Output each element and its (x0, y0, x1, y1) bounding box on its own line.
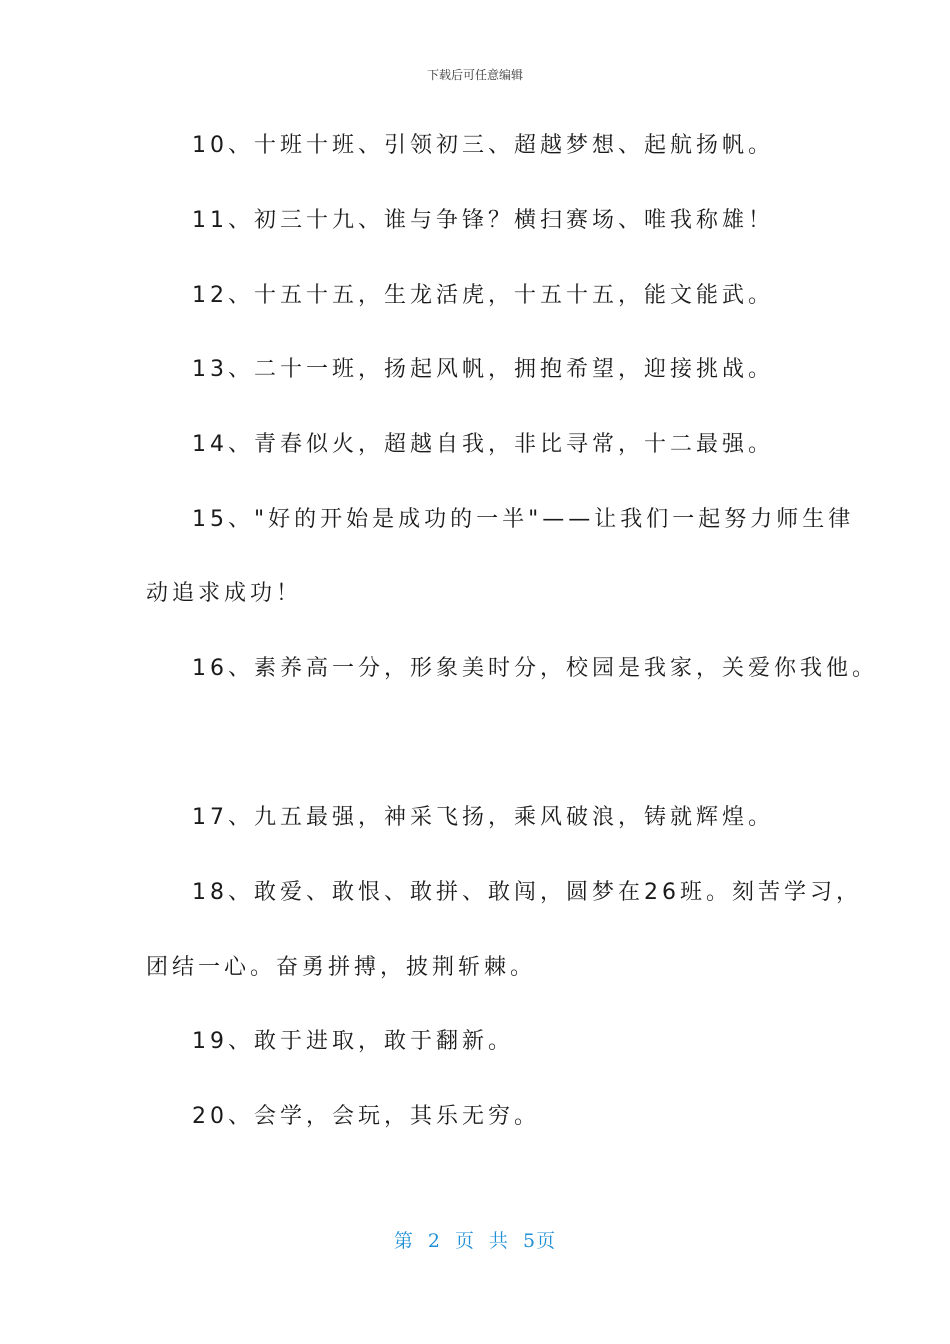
footer-word-di: 第 (393, 1230, 414, 1252)
page-number-footer (0, 1226, 950, 1253)
slogan-line-15-continued: 动追求成功！ (146, 581, 303, 606)
slogan-line-13: 13、二十一班，扬起风帆，拥抱希望，迎接挑战。 (192, 357, 774, 382)
slogan-line-11: 11、初三十九、谁与争锋？横扫赛场、唯我称雄！ (192, 208, 774, 233)
page-header-note: 下载后可任意编辑 (426, 68, 523, 82)
slogan-line-10: 10、十班十班、引领初三、超越梦想、起航扬帆。 (192, 133, 774, 158)
slogan-line-20: 20、会学，会玩，其乐无穷。 (192, 1104, 540, 1129)
slogan-line-17: 17、九五最强，神采飞扬，乘风破浪，铸就辉煌。 (192, 805, 774, 830)
slogan-line-15: 15、"好的开始是成功的一半"——让我们一起努力师生律 (192, 507, 855, 532)
slogan-line-18: 18、敢爱、敢恨、敢拼、敢闯，圆梦在26班。刻苦学习， (192, 880, 862, 905)
footer-word-gong: 共 (489, 1230, 510, 1252)
slogan-line-12: 12、十五十五，生龙活虎，十五十五，能文能武。 (192, 283, 774, 308)
footer-word-ye: 页 (454, 1230, 475, 1252)
slogan-line-19: 19、敢于进取，敢于翻新。 (192, 1029, 514, 1054)
slogan-line-14: 14、青春似火，超越自我，非比寻常，十二最强。 (192, 432, 774, 457)
slogan-line-18-continued: 团结一心。奋勇拼搏，披荆斩棘。 (146, 955, 537, 980)
slogan-line-16: 16、素养高一分，形象美时分，校园是我家，关爱你我他。 (192, 656, 878, 681)
footer-current-page: 2 (427, 1230, 441, 1252)
footer-total-pages: 5页 (523, 1230, 557, 1252)
